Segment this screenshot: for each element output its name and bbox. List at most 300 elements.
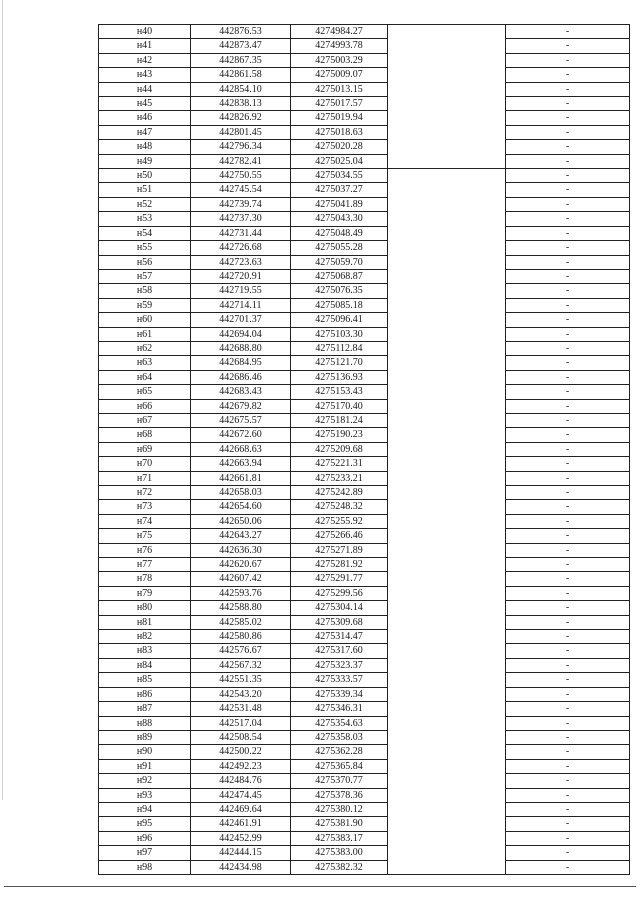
- x-coordinate-cell: 442593.76: [191, 586, 291, 600]
- y-coordinate-cell: 4275019.94: [291, 111, 388, 125]
- y-coordinate-cell: 4275370.77: [291, 774, 388, 788]
- dash-cell: -: [506, 212, 630, 226]
- y-coordinate-cell: 4275170.40: [291, 399, 388, 413]
- x-coordinate-cell: 442726.68: [191, 241, 291, 255]
- table-row: [99, 327, 630, 341]
- x-coordinate-cell: 442694.04: [191, 327, 291, 341]
- y-coordinate-cell: 4275255.92: [291, 514, 388, 528]
- y-coordinate-cell: 4275248.32: [291, 500, 388, 514]
- x-coordinate-cell: 442684.95: [191, 356, 291, 370]
- point-name-cell: н80: [99, 601, 191, 615]
- table-row: [99, 284, 630, 298]
- y-coordinate-cell: 4274984.27: [291, 25, 388, 39]
- point-name-cell: н81: [99, 615, 191, 629]
- point-name-cell: н94: [99, 802, 191, 816]
- point-name-cell: н44: [99, 82, 191, 96]
- y-coordinate-cell: 4275003.29: [291, 53, 388, 67]
- dash-cell: -: [506, 471, 630, 485]
- x-coordinate-cell: 442508.54: [191, 730, 291, 744]
- point-name-cell: н56: [99, 255, 191, 269]
- x-coordinate-cell: 442444.15: [191, 846, 291, 860]
- x-coordinate-cell: 442672.60: [191, 428, 291, 442]
- point-name-cell: н91: [99, 759, 191, 773]
- dash-cell: -: [506, 529, 630, 543]
- coordinates-document: [98, 24, 630, 875]
- y-coordinate-cell: 4275304.14: [291, 601, 388, 615]
- table-row: [99, 298, 630, 312]
- table-row: [99, 601, 630, 615]
- x-coordinate-cell: 442661.81: [191, 471, 291, 485]
- point-name-cell: н42: [99, 53, 191, 67]
- dash-cell: -: [506, 658, 630, 672]
- coordinates-table: [98, 24, 630, 875]
- x-coordinate-cell: 442679.82: [191, 399, 291, 413]
- y-coordinate-cell: 4275221.31: [291, 457, 388, 471]
- point-name-cell: н83: [99, 644, 191, 658]
- x-coordinate-cell: 442719.55: [191, 284, 291, 298]
- dash-cell: -: [506, 572, 630, 586]
- table-row: [99, 428, 630, 442]
- point-name-cell: н72: [99, 486, 191, 500]
- table-row: [99, 111, 630, 125]
- point-name-cell: н84: [99, 658, 191, 672]
- x-coordinate-cell: 442650.06: [191, 514, 291, 528]
- x-coordinate-cell: 442531.48: [191, 702, 291, 716]
- point-name-cell: н50: [99, 169, 191, 183]
- x-coordinate-cell: 442683.43: [191, 385, 291, 399]
- x-coordinate-cell: 442668.63: [191, 442, 291, 456]
- x-coordinate-cell: 442492.23: [191, 759, 291, 773]
- table-row: [99, 529, 630, 543]
- y-coordinate-cell: 4275339.34: [291, 687, 388, 701]
- table-row: [99, 802, 630, 816]
- dash-cell: -: [506, 39, 630, 53]
- table-row: [99, 399, 630, 413]
- dash-cell: -: [506, 586, 630, 600]
- point-name-cell: н55: [99, 241, 191, 255]
- scan-left-edge-line: [2, 0, 3, 800]
- y-coordinate-cell: 4275383.00: [291, 846, 388, 860]
- y-coordinate-cell: 4275059.70: [291, 255, 388, 269]
- y-coordinate-cell: 4275190.23: [291, 428, 388, 442]
- point-name-cell: н97: [99, 846, 191, 860]
- y-coordinate-cell: 4275112.84: [291, 341, 388, 355]
- dash-cell: -: [506, 125, 630, 139]
- dash-cell: -: [506, 716, 630, 730]
- point-name-cell: н79: [99, 586, 191, 600]
- x-coordinate-cell: 442723.63: [191, 255, 291, 269]
- dash-cell: -: [506, 197, 630, 211]
- y-coordinate-cell: 4275281.92: [291, 558, 388, 572]
- y-coordinate-cell: 4275037.27: [291, 183, 388, 197]
- dash-cell: -: [506, 356, 630, 370]
- x-coordinate-cell: 442576.67: [191, 644, 291, 658]
- y-coordinate-cell: 4275314.47: [291, 630, 388, 644]
- point-name-cell: н78: [99, 572, 191, 586]
- dash-cell: -: [506, 399, 630, 413]
- x-coordinate-cell: 442543.20: [191, 687, 291, 701]
- dash-cell: -: [506, 702, 630, 716]
- x-coordinate-cell: 442688.80: [191, 341, 291, 355]
- table-row: [99, 356, 630, 370]
- y-coordinate-cell: 4275382.32: [291, 860, 388, 874]
- point-name-cell: н89: [99, 730, 191, 744]
- point-name-cell: н82: [99, 630, 191, 644]
- dash-cell: -: [506, 687, 630, 701]
- x-coordinate-cell: 442686.46: [191, 370, 291, 384]
- point-name-cell: н70: [99, 457, 191, 471]
- dash-cell: -: [506, 284, 630, 298]
- x-coordinate-cell: 442873.47: [191, 39, 291, 53]
- x-coordinate-cell: 442861.58: [191, 68, 291, 82]
- table-row: [99, 558, 630, 572]
- table-row: [99, 831, 630, 845]
- dash-cell: -: [506, 601, 630, 615]
- table-row: [99, 716, 630, 730]
- table-row: [99, 53, 630, 67]
- table-row: [99, 341, 630, 355]
- x-coordinate-cell: 442801.45: [191, 125, 291, 139]
- y-coordinate-cell: 4275076.35: [291, 284, 388, 298]
- dash-cell: -: [506, 558, 630, 572]
- dash-cell: -: [506, 673, 630, 687]
- x-coordinate-cell: 442663.94: [191, 457, 291, 471]
- point-name-cell: н63: [99, 356, 191, 370]
- dash-cell: -: [506, 802, 630, 816]
- table-row: [99, 125, 630, 139]
- dash-cell: -: [506, 385, 630, 399]
- point-name-cell: н51: [99, 183, 191, 197]
- y-coordinate-cell: 4275025.04: [291, 154, 388, 168]
- y-coordinate-cell: 4275209.68: [291, 442, 388, 456]
- x-coordinate-cell: 442739.74: [191, 197, 291, 211]
- point-name-cell: н45: [99, 97, 191, 111]
- table-row: [99, 673, 630, 687]
- table-row: [99, 788, 630, 802]
- table-row: [99, 68, 630, 82]
- x-coordinate-cell: 442434.98: [191, 860, 291, 874]
- point-name-cell: н76: [99, 543, 191, 557]
- point-name-cell: н52: [99, 197, 191, 211]
- y-coordinate-cell: 4275013.15: [291, 82, 388, 96]
- table-row: [99, 269, 630, 283]
- table-row: [99, 442, 630, 456]
- y-coordinate-cell: 4275381.90: [291, 817, 388, 831]
- dash-cell: -: [506, 255, 630, 269]
- y-coordinate-cell: 4275365.84: [291, 759, 388, 773]
- table-row: [99, 471, 630, 485]
- point-name-cell: н67: [99, 413, 191, 427]
- empty-merged-cell: [388, 25, 506, 169]
- x-coordinate-cell: 442469.64: [191, 802, 291, 816]
- point-name-cell: н47: [99, 125, 191, 139]
- table-row: [99, 140, 630, 154]
- dash-cell: -: [506, 831, 630, 845]
- dash-cell: -: [506, 341, 630, 355]
- x-coordinate-cell: 442484.76: [191, 774, 291, 788]
- y-coordinate-cell: 4275323.37: [291, 658, 388, 672]
- dash-cell: -: [506, 846, 630, 860]
- x-coordinate-cell: 442474.45: [191, 788, 291, 802]
- x-coordinate-cell: 442500.22: [191, 745, 291, 759]
- table-row: [99, 817, 630, 831]
- x-coordinate-cell: 442826.92: [191, 111, 291, 125]
- point-name-cell: н46: [99, 111, 191, 125]
- dash-cell: -: [506, 486, 630, 500]
- table-row: [99, 687, 630, 701]
- x-coordinate-cell: 442636.30: [191, 543, 291, 557]
- point-name-cell: н40: [99, 25, 191, 39]
- empty-merged-cell: [388, 169, 506, 875]
- table-row: [99, 154, 630, 168]
- x-coordinate-cell: 442551.35: [191, 673, 291, 687]
- table-row: [99, 846, 630, 860]
- y-coordinate-cell: 4275266.46: [291, 529, 388, 543]
- table-row: [99, 644, 630, 658]
- point-name-cell: н95: [99, 817, 191, 831]
- table-row: [99, 97, 630, 111]
- table-row: [99, 385, 630, 399]
- table-row: [99, 25, 630, 39]
- x-coordinate-cell: 442701.37: [191, 313, 291, 327]
- x-coordinate-cell: 442675.57: [191, 413, 291, 427]
- dash-cell: -: [506, 140, 630, 154]
- table-row: [99, 486, 630, 500]
- table-row: [99, 630, 630, 644]
- dash-cell: -: [506, 543, 630, 557]
- table-row: [99, 413, 630, 427]
- y-coordinate-cell: 4275233.21: [291, 471, 388, 485]
- point-name-cell: н68: [99, 428, 191, 442]
- x-coordinate-cell: 442731.44: [191, 226, 291, 240]
- y-coordinate-cell: 4275291.77: [291, 572, 388, 586]
- table-row: [99, 500, 630, 514]
- point-name-cell: н64: [99, 370, 191, 384]
- point-name-cell: н43: [99, 68, 191, 82]
- dash-cell: -: [506, 817, 630, 831]
- point-name-cell: н59: [99, 298, 191, 312]
- point-name-cell: н61: [99, 327, 191, 341]
- point-name-cell: н58: [99, 284, 191, 298]
- x-coordinate-cell: 442588.80: [191, 601, 291, 615]
- y-coordinate-cell: 4275362.28: [291, 745, 388, 759]
- y-coordinate-cell: 4275271.89: [291, 543, 388, 557]
- x-coordinate-cell: 442782.41: [191, 154, 291, 168]
- table-row: [99, 39, 630, 53]
- dash-cell: -: [506, 82, 630, 96]
- table-row: [99, 169, 630, 183]
- point-name-cell: н53: [99, 212, 191, 226]
- point-name-cell: н98: [99, 860, 191, 874]
- dash-cell: -: [506, 169, 630, 183]
- x-coordinate-cell: 442620.67: [191, 558, 291, 572]
- x-coordinate-cell: 442838.13: [191, 97, 291, 111]
- y-coordinate-cell: 4275041.89: [291, 197, 388, 211]
- x-coordinate-cell: 442452.99: [191, 831, 291, 845]
- table-row: [99, 702, 630, 716]
- point-name-cell: н92: [99, 774, 191, 788]
- y-coordinate-cell: 4275346.31: [291, 702, 388, 716]
- x-coordinate-cell: 442745.54: [191, 183, 291, 197]
- dash-cell: -: [506, 53, 630, 67]
- table-row: [99, 370, 630, 384]
- coordinates-table-body: [99, 25, 630, 875]
- dash-cell: -: [506, 860, 630, 874]
- x-coordinate-cell: 442876.53: [191, 25, 291, 39]
- x-coordinate-cell: 442658.03: [191, 486, 291, 500]
- y-coordinate-cell: 4275358.03: [291, 730, 388, 744]
- x-coordinate-cell: 442854.10: [191, 82, 291, 96]
- point-name-cell: н90: [99, 745, 191, 759]
- y-coordinate-cell: 4275043.30: [291, 212, 388, 226]
- x-coordinate-cell: 442567.32: [191, 658, 291, 672]
- point-name-cell: н96: [99, 831, 191, 845]
- x-coordinate-cell: 442461.91: [191, 817, 291, 831]
- y-coordinate-cell: 4275181.24: [291, 413, 388, 427]
- point-name-cell: н66: [99, 399, 191, 413]
- y-coordinate-cell: 4275333.57: [291, 673, 388, 687]
- point-name-cell: н85: [99, 673, 191, 687]
- table-row: [99, 572, 630, 586]
- y-coordinate-cell: 4275136.93: [291, 370, 388, 384]
- dash-cell: -: [506, 154, 630, 168]
- point-name-cell: н62: [99, 341, 191, 355]
- point-name-cell: н93: [99, 788, 191, 802]
- table-row: [99, 586, 630, 600]
- x-coordinate-cell: 442607.42: [191, 572, 291, 586]
- point-name-cell: н41: [99, 39, 191, 53]
- point-name-cell: н60: [99, 313, 191, 327]
- table-row: [99, 183, 630, 197]
- table-row: [99, 514, 630, 528]
- dash-cell: -: [506, 730, 630, 744]
- dash-cell: -: [506, 500, 630, 514]
- y-coordinate-cell: 4275020.28: [291, 140, 388, 154]
- point-name-cell: н69: [99, 442, 191, 456]
- point-name-cell: н74: [99, 514, 191, 528]
- table-row: [99, 212, 630, 226]
- y-coordinate-cell: 4275380.12: [291, 802, 388, 816]
- table-row: [99, 82, 630, 96]
- table-row: [99, 615, 630, 629]
- y-coordinate-cell: 4274993.78: [291, 39, 388, 53]
- x-coordinate-cell: 442720.91: [191, 269, 291, 283]
- point-name-cell: н54: [99, 226, 191, 240]
- dash-cell: -: [506, 615, 630, 629]
- x-coordinate-cell: 442654.60: [191, 500, 291, 514]
- dash-cell: -: [506, 644, 630, 658]
- table-row: [99, 774, 630, 788]
- x-coordinate-cell: 442796.34: [191, 140, 291, 154]
- y-coordinate-cell: 4275383.17: [291, 831, 388, 845]
- table-row: [99, 745, 630, 759]
- y-coordinate-cell: 4275309.68: [291, 615, 388, 629]
- dash-cell: -: [506, 442, 630, 456]
- point-name-cell: н65: [99, 385, 191, 399]
- y-coordinate-cell: 4275085.18: [291, 298, 388, 312]
- table-row: [99, 226, 630, 240]
- dash-cell: -: [506, 745, 630, 759]
- point-name-cell: н48: [99, 140, 191, 154]
- dash-cell: -: [506, 774, 630, 788]
- x-coordinate-cell: 442867.35: [191, 53, 291, 67]
- point-name-cell: н77: [99, 558, 191, 572]
- point-name-cell: н88: [99, 716, 191, 730]
- dash-cell: -: [506, 327, 630, 341]
- dash-cell: -: [506, 630, 630, 644]
- table-row: [99, 759, 630, 773]
- dash-cell: -: [506, 759, 630, 773]
- dash-cell: -: [506, 111, 630, 125]
- dash-cell: -: [506, 226, 630, 240]
- dash-cell: -: [506, 183, 630, 197]
- x-coordinate-cell: 442580.86: [191, 630, 291, 644]
- y-coordinate-cell: 4275103.30: [291, 327, 388, 341]
- y-coordinate-cell: 4275153.43: [291, 385, 388, 399]
- table-row: [99, 197, 630, 211]
- table-row: [99, 658, 630, 672]
- dash-cell: -: [506, 298, 630, 312]
- dash-cell: -: [506, 313, 630, 327]
- point-name-cell: н71: [99, 471, 191, 485]
- dash-cell: -: [506, 514, 630, 528]
- y-coordinate-cell: 4275121.70: [291, 356, 388, 370]
- table-row: [99, 241, 630, 255]
- dash-cell: -: [506, 428, 630, 442]
- dash-cell: -: [506, 413, 630, 427]
- dash-cell: -: [506, 68, 630, 82]
- table-row: [99, 255, 630, 269]
- y-coordinate-cell: 4275034.55: [291, 169, 388, 183]
- y-coordinate-cell: 4275055.28: [291, 241, 388, 255]
- point-name-cell: н87: [99, 702, 191, 716]
- x-coordinate-cell: 442517.04: [191, 716, 291, 730]
- table-row: [99, 730, 630, 744]
- point-name-cell: н75: [99, 529, 191, 543]
- dash-cell: -: [506, 241, 630, 255]
- x-coordinate-cell: 442737.30: [191, 212, 291, 226]
- y-coordinate-cell: 4275096.41: [291, 313, 388, 327]
- table-row: [99, 543, 630, 557]
- dash-cell: -: [506, 97, 630, 111]
- y-coordinate-cell: 4275317.60: [291, 644, 388, 658]
- y-coordinate-cell: 4275299.56: [291, 586, 388, 600]
- dash-cell: -: [506, 269, 630, 283]
- point-name-cell: н49: [99, 154, 191, 168]
- table-row: [99, 457, 630, 471]
- scan-border-line: [4, 886, 636, 887]
- y-coordinate-cell: 4275354.63: [291, 716, 388, 730]
- table-row: [99, 860, 630, 874]
- dash-cell: -: [506, 457, 630, 471]
- y-coordinate-cell: 4275009.07: [291, 68, 388, 82]
- point-name-cell: н86: [99, 687, 191, 701]
- point-name-cell: н57: [99, 269, 191, 283]
- x-coordinate-cell: 442750.55: [191, 169, 291, 183]
- dash-cell: -: [506, 25, 630, 39]
- dash-cell: -: [506, 370, 630, 384]
- y-coordinate-cell: 4275378.36: [291, 788, 388, 802]
- y-coordinate-cell: 4275018.63: [291, 125, 388, 139]
- x-coordinate-cell: 442585.02: [191, 615, 291, 629]
- y-coordinate-cell: 4275048.49: [291, 226, 388, 240]
- point-name-cell: н73: [99, 500, 191, 514]
- y-coordinate-cell: 4275017.57: [291, 97, 388, 111]
- table-row: [99, 313, 630, 327]
- x-coordinate-cell: 442714.11: [191, 298, 291, 312]
- y-coordinate-cell: 4275068.87: [291, 269, 388, 283]
- y-coordinate-cell: 4275242.89: [291, 486, 388, 500]
